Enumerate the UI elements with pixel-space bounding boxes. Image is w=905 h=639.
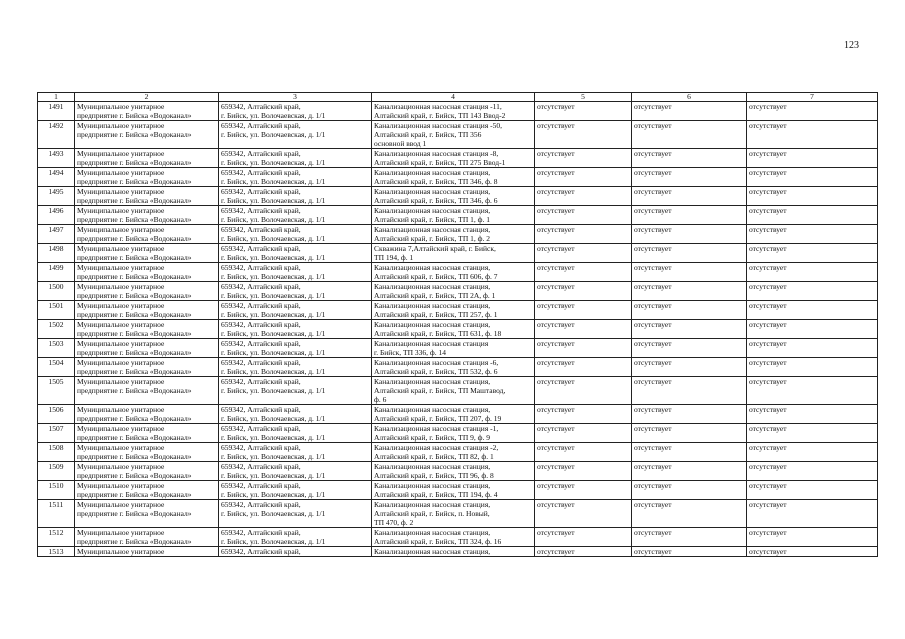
table-row xyxy=(38,500,878,528)
object-cell: Канализационная насосная станция, Алтайский край, г. Бийск, ТП 257, ф. 1 xyxy=(372,301,535,320)
column-7-cell: отсутствует xyxy=(747,377,878,405)
object-cell: Канализационная насосная станция, Алтайский край, г. Бийск, ТП 2А, ф. 1 xyxy=(372,282,535,301)
object-cell: Канализационная насосная станция, Алтайский край, г. Бийск, ТП Маштавод, ф. 6 xyxy=(372,377,535,405)
column-5-cell: отсутствует xyxy=(535,339,632,358)
row-number-cell: 1502 xyxy=(38,320,75,339)
column-6-cell: отсутствует xyxy=(632,225,747,244)
table-row xyxy=(38,547,878,557)
organization-cell: Муниципальное унитарное предприятие г. Бийска «Водоканал» xyxy=(75,168,219,187)
organization-cell: Муниципальное унитарное предприятие г. Бийска «Водоканал» xyxy=(75,102,219,121)
address-cell: 659342, Алтайский край, г. Бийск, ул. Волочаевская, д. 1/1 xyxy=(219,206,372,225)
column-6-cell: отсутствует xyxy=(632,339,747,358)
address-cell: 659342, Алтайский край, г. Бийск, ул. Волочаевская, д. 1/1 xyxy=(219,225,372,244)
column-6-cell: отсутствует xyxy=(632,462,747,481)
organization-cell: Муниципальное унитарное предприятие г. Бийска «Водоканал» xyxy=(75,206,219,225)
page-number: 123 xyxy=(844,40,859,51)
organization-cell: Муниципальное унитарное предприятие г. Бийска «Водоканал» xyxy=(75,424,219,443)
address-cell: 659342, Алтайский край, г. Бийск, ул. Волочаевская, д. 1/1 xyxy=(219,263,372,282)
column-7-cell: отсутствует xyxy=(747,282,878,301)
column-6-cell: отсутствует xyxy=(632,263,747,282)
column-6-cell: отсутствует xyxy=(632,443,747,462)
row-number-cell: 1491 xyxy=(38,102,75,121)
organization-cell: Муниципальное унитарное предприятие г. Бийска «Водоканал» xyxy=(75,405,219,424)
column-5-cell: отсутствует xyxy=(535,424,632,443)
row-number-cell: 1507 xyxy=(38,424,75,443)
table-row xyxy=(38,244,878,263)
column-7-cell: отсутствует xyxy=(747,187,878,206)
column-6-cell: отсутствует xyxy=(632,547,747,557)
table-row xyxy=(38,339,878,358)
organization-cell: Муниципальное унитарное предприятие г. Бийска «Водоканал» xyxy=(75,528,219,547)
column-6-cell: отсутствует xyxy=(632,528,747,547)
column-6-cell: отсутствует xyxy=(632,301,747,320)
column-5-cell: отсутствует xyxy=(535,187,632,206)
row-number-cell: 1499 xyxy=(38,263,75,282)
object-cell: Канализационная насосная станция, xyxy=(372,547,535,557)
row-number-cell: 1508 xyxy=(38,443,75,462)
column-header-5: 5 xyxy=(535,93,632,102)
address-cell: 659342, Алтайский край, г. Бийск, ул. Волочаевская, д. 1/1 xyxy=(219,528,372,547)
object-cell: Канализационная насосная станция -6, Алтайский край, г. Бийск, ТП 532, ф. 6 xyxy=(372,358,535,377)
column-6-cell: отсутствует xyxy=(632,500,747,528)
organization-cell: Муниципальное унитарное xyxy=(75,547,219,557)
row-number-cell: 1493 xyxy=(38,149,75,168)
address-cell: 659342, Алтайский край, г. Бийск, ул. Волочаевская, д. 1/1 xyxy=(219,282,372,301)
column-5-cell: отсутствует xyxy=(535,301,632,320)
row-number-cell: 1510 xyxy=(38,481,75,500)
object-cell: Канализационная насосная станция -1, Алтайский край, г. Бийск, ТП 9, ф. 9 xyxy=(372,424,535,443)
object-cell: Канализационная насосная станция, Алтайский край, г. Бийск, ТП 324, ф. 16 xyxy=(372,528,535,547)
object-cell: Канализационная насосная станция -8, Алтайский край, г. Бийск, ТП 275 Ввод-1 xyxy=(372,149,535,168)
column-6-cell: отсутствует xyxy=(632,206,747,225)
column-5-cell: отсутствует xyxy=(535,500,632,528)
column-7-cell: отсутствует xyxy=(747,405,878,424)
address-cell: 659342, Алтайский край, г. Бийск, ул. Волочаевская, д. 1/1 xyxy=(219,481,372,500)
organization-cell: Муниципальное унитарное предприятие г. Бийска «Водоканал» xyxy=(75,301,219,320)
column-6-cell: отсутствует xyxy=(632,358,747,377)
organization-cell: Муниципальное унитарное предприятие г. Бийска «Водоканал» xyxy=(75,443,219,462)
column-6-cell: отсутствует xyxy=(632,187,747,206)
header-row xyxy=(38,93,878,102)
column-5-cell: отсутствует xyxy=(535,149,632,168)
address-cell: 659342, Алтайский край, xyxy=(219,547,372,557)
column-7-cell: отсутствует xyxy=(747,358,878,377)
object-cell: Канализационная насосная станция, Алтайский край, г. Бийск, ТП 606, ф. 7 xyxy=(372,263,535,282)
address-cell: 659342, Алтайский край, г. Бийск, ул. Волочаевская, д. 1/1 xyxy=(219,358,372,377)
column-5-cell: отсутствует xyxy=(535,282,632,301)
object-cell: Канализационная насосная станция, Алтайский край, г. Бийск, ТП 1, ф. 1 xyxy=(372,206,535,225)
column-6-cell: отсутствует xyxy=(632,121,747,149)
object-cell: Скважина 7,Алтайский край, г. Бийск, ТП 194, ф. 1 xyxy=(372,244,535,263)
column-7-cell: отсутствует xyxy=(747,168,878,187)
column-6-cell: отсутствует xyxy=(632,481,747,500)
row-number-cell: 1496 xyxy=(38,206,75,225)
organization-cell: Муниципальное унитарное предприятие г. Бийска «Водоканал» xyxy=(75,377,219,405)
row-number-cell: 1506 xyxy=(38,405,75,424)
row-number-cell: 1505 xyxy=(38,377,75,405)
row-number-cell: 1513 xyxy=(38,547,75,557)
table-row xyxy=(38,377,878,405)
organization-cell: Муниципальное унитарное предприятие г. Бийска «Водоканал» xyxy=(75,187,219,206)
organization-cell: Муниципальное унитарное предприятие г. Бийска «Водоканал» xyxy=(75,282,219,301)
column-5-cell: отсутствует xyxy=(535,225,632,244)
column-7-cell: отсутствует xyxy=(747,443,878,462)
organization-cell: Муниципальное унитарное предприятие г. Бийска «Водоканал» xyxy=(75,462,219,481)
column-7-cell: отсутствует xyxy=(747,424,878,443)
table-row xyxy=(38,443,878,462)
object-cell: Канализационная насосная станция г. Бийск, ТП 336, ф. 14 xyxy=(372,339,535,358)
column-6-cell: отсутствует xyxy=(632,168,747,187)
column-6-cell: отсутствует xyxy=(632,320,747,339)
row-number-cell: 1500 xyxy=(38,282,75,301)
registry-body xyxy=(38,102,878,557)
column-6-cell: отсутствует xyxy=(632,424,747,443)
table-row xyxy=(38,225,878,244)
row-number-cell: 1504 xyxy=(38,358,75,377)
column-7-cell: отсутствует xyxy=(747,102,878,121)
column-header-3: 3 xyxy=(219,93,372,102)
table-row xyxy=(38,301,878,320)
row-number-cell: 1503 xyxy=(38,339,75,358)
column-6-cell: отсутствует xyxy=(632,282,747,301)
address-cell: 659342, Алтайский край, г. Бийск, ул. Волочаевская, д. 1/1 xyxy=(219,462,372,481)
column-header-6: 6 xyxy=(632,93,747,102)
address-cell: 659342, Алтайский край, г. Бийск, ул. Волочаевская, д. 1/1 xyxy=(219,500,372,528)
column-7-cell: отсутствует xyxy=(747,320,878,339)
object-cell: Канализационная насосная станция, Алтайский край, г. Бийск, п. Новый, ТП 470, ф. 2 xyxy=(372,500,535,528)
organization-cell: Муниципальное унитарное предприятие г. Бийска «Водоканал» xyxy=(75,358,219,377)
address-cell: 659342, Алтайский край, г. Бийск, ул. Волочаевская, д. 1/1 xyxy=(219,301,372,320)
column-5-cell: отсутствует xyxy=(535,528,632,547)
column-6-cell: отсутствует xyxy=(632,377,747,405)
object-cell: Канализационная насосная станция, Алтайский край, г. Бийск, ТП 1, ф. 2 xyxy=(372,225,535,244)
row-number-cell: 1509 xyxy=(38,462,75,481)
column-5-cell: отсутствует xyxy=(535,102,632,121)
column-5-cell: отсутствует xyxy=(535,481,632,500)
table-row xyxy=(38,405,878,424)
column-5-cell: отсутствует xyxy=(535,320,632,339)
object-cell: Канализационная насосная станция, Алтайский край, г. Бийск, ТП 346, ф. 6 xyxy=(372,187,535,206)
organization-cell: Муниципальное унитарное предприятие г. Бийска «Водоканал» xyxy=(75,320,219,339)
column-5-cell: отсутствует xyxy=(535,462,632,481)
column-5-cell: отсутствует xyxy=(535,121,632,149)
object-cell: Канализационная насосная станция, Алтайский край, г. Бийск, ТП 194, ф. 4 xyxy=(372,481,535,500)
row-number-cell: 1511 xyxy=(38,500,75,528)
row-number-cell: 1495 xyxy=(38,187,75,206)
column-7-cell: отсутствует xyxy=(747,547,878,557)
column-header-7: 7 xyxy=(747,93,878,102)
column-6-cell: отсутствует xyxy=(632,149,747,168)
table-row xyxy=(38,263,878,282)
table-row xyxy=(38,206,878,225)
table-row xyxy=(38,528,878,547)
column-5-cell: отсутствует xyxy=(535,168,632,187)
column-5-cell: отсутствует xyxy=(535,547,632,557)
address-cell: 659342, Алтайский край, г. Бийск, ул. Волочаевская, д. 1/1 xyxy=(219,339,372,358)
column-7-cell: отсутствует xyxy=(747,149,878,168)
column-header-4: 4 xyxy=(372,93,535,102)
object-cell: Канализационная насосная станция, Алтайский край, г. Бийск, ТП 96, ф. 8 xyxy=(372,462,535,481)
table-row xyxy=(38,358,878,377)
column-header-2: 2 xyxy=(75,93,219,102)
column-6-cell: отсутствует xyxy=(632,405,747,424)
column-5-cell: отсутствует xyxy=(535,405,632,424)
object-cell: Канализационная насосная станция, Алтайский край, г. Бийск, ТП 631, ф. 18 xyxy=(372,320,535,339)
address-cell: 659342, Алтайский край, г. Бийск, ул. Волочаевская, д. 1/1 xyxy=(219,377,372,405)
address-cell: 659342, Алтайский край, г. Бийск, ул. Волочаевская, д. 1/1 xyxy=(219,102,372,121)
row-number-cell: 1497 xyxy=(38,225,75,244)
column-7-cell: отсутствует xyxy=(747,206,878,225)
address-cell: 659342, Алтайский край, г. Бийск, ул. Волочаевская, д. 1/1 xyxy=(219,424,372,443)
organization-cell: Муниципальное унитарное предприятие г. Бийска «Водоканал» xyxy=(75,500,219,528)
table-row xyxy=(38,149,878,168)
column-header-1: 1 xyxy=(38,93,75,102)
address-cell: 659342, Алтайский край, г. Бийск, ул. Волочаевская, д. 1/1 xyxy=(219,121,372,149)
row-number-cell: 1501 xyxy=(38,301,75,320)
address-cell: 659342, Алтайский край, г. Бийск, ул. Волочаевская, д. 1/1 xyxy=(219,405,372,424)
column-5-cell: отсутствует xyxy=(535,244,632,263)
table-row xyxy=(38,462,878,481)
address-cell: 659342, Алтайский край, г. Бийск, ул. Волочаевская, д. 1/1 xyxy=(219,244,372,263)
address-cell: 659342, Алтайский край, г. Бийск, ул. Волочаевская, д. 1/1 xyxy=(219,443,372,462)
column-7-cell: отсутствует xyxy=(747,244,878,263)
table-row xyxy=(38,481,878,500)
column-7-cell: отсутствует xyxy=(747,121,878,149)
organization-cell: Муниципальное унитарное предприятие г. Бийска «Водоканал» xyxy=(75,339,219,358)
object-cell: Канализационная насосная станция -11, Алтайский край, г. Бийск, ТП 143 Ввод-2 xyxy=(372,102,535,121)
object-cell: Канализационная насосная станция, Алтайский край, г. Бийск, ТП 207, ф. 19 xyxy=(372,405,535,424)
column-7-cell: отсутствует xyxy=(747,263,878,282)
object-cell: Канализационная насосная станция -50, Алтайский край, г. Бийск, ТП 356 основной ввод 1 xyxy=(372,121,535,149)
table-row xyxy=(38,424,878,443)
column-5-cell: отсутствует xyxy=(535,263,632,282)
column-7-cell: отсутствует xyxy=(747,301,878,320)
table-row xyxy=(38,187,878,206)
column-6-cell: отсутствует xyxy=(632,102,747,121)
organization-cell: Муниципальное унитарное предприятие г. Бийска «Водоканал» xyxy=(75,225,219,244)
table-row xyxy=(38,320,878,339)
row-number-cell: 1494 xyxy=(38,168,75,187)
column-6-cell: отсутствует xyxy=(632,244,747,263)
column-7-cell: отсутствует xyxy=(747,528,878,547)
table-row xyxy=(38,168,878,187)
organization-cell: Муниципальное унитарное предприятие г. Бийска «Водоканал» xyxy=(75,263,219,282)
organization-cell: Муниципальное унитарное предприятие г. Бийска «Водоканал» xyxy=(75,481,219,500)
column-7-cell: отсутствует xyxy=(747,339,878,358)
table-row xyxy=(38,121,878,149)
column-5-cell: отсутствует xyxy=(535,206,632,225)
row-number-cell: 1492 xyxy=(38,121,75,149)
organization-cell: Муниципальное унитарное предприятие г. Бийска «Водоканал» xyxy=(75,149,219,168)
address-cell: 659342, Алтайский край, г. Бийск, ул. Волочаевская, д. 1/1 xyxy=(219,187,372,206)
object-cell: Канализационная насосная станция, Алтайский край, г. Бийск, ТП 346, ф. 8 xyxy=(372,168,535,187)
address-cell: 659342, Алтайский край, г. Бийск, ул. Волочаевская, д. 1/1 xyxy=(219,320,372,339)
row-number-cell: 1512 xyxy=(38,528,75,547)
organization-cell: Муниципальное унитарное предприятие г. Бийска «Водоканал» xyxy=(75,244,219,263)
row-number-cell: 1498 xyxy=(38,244,75,263)
column-7-cell: отсутствует xyxy=(747,500,878,528)
address-cell: 659342, Алтайский край, г. Бийск, ул. Волочаевская, д. 1/1 xyxy=(219,149,372,168)
registry-table xyxy=(37,92,878,557)
column-7-cell: отсутствует xyxy=(747,462,878,481)
address-cell: 659342, Алтайский край, г. Бийск, ул. Волочаевская, д. 1/1 xyxy=(219,168,372,187)
organization-cell: Муниципальное унитарное предприятие г. Бийска «Водоканал» xyxy=(75,121,219,149)
column-5-cell: отсутствует xyxy=(535,443,632,462)
column-5-cell: отсутствует xyxy=(535,358,632,377)
column-7-cell: отсутствует xyxy=(747,481,878,500)
table-row xyxy=(38,102,878,121)
column-7-cell: отсутствует xyxy=(747,225,878,244)
object-cell: Канализационная насосная станция -2, Алтайский край, г. Бийск, ТП 82, ф. 1 xyxy=(372,443,535,462)
table-row xyxy=(38,282,878,301)
column-5-cell: отсутствует xyxy=(535,377,632,405)
